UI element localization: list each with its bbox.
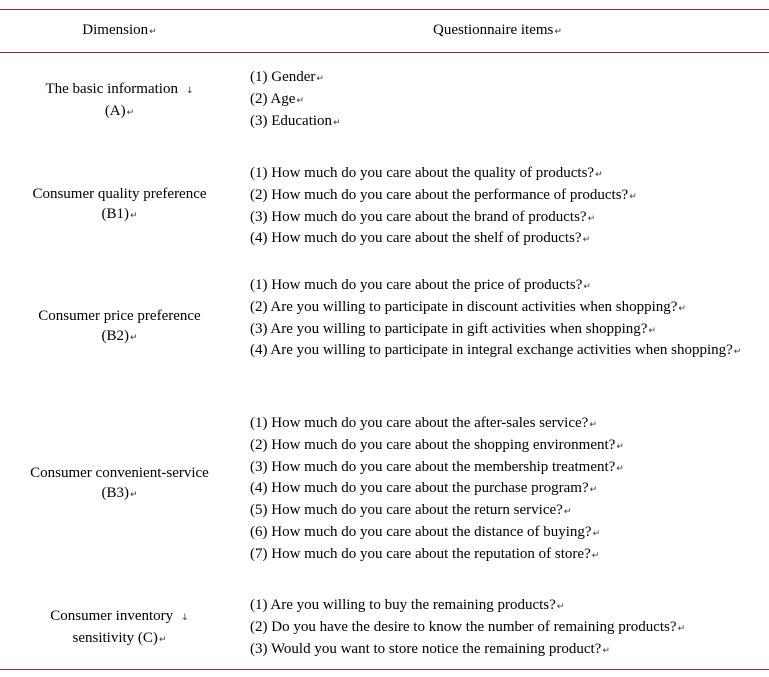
dimension-quality-preference: Consumer quality preference (B1)↵ xyxy=(32,186,207,222)
items-inventory-sensitivity xyxy=(250,596,765,661)
bottom-rule xyxy=(0,669,769,670)
list-item: (3) Would you want to store notice the remaining product?↵ xyxy=(250,640,610,657)
list-item: (3) How much do you care about the membership treatment?↵ xyxy=(250,458,624,475)
list-item: (1) Are you willing to buy the remaining products?↵ xyxy=(250,597,565,613)
list-item: (2) Are you willing to participate in discount activities when shopping?↵ xyxy=(250,298,686,315)
list-item: (7) How much do you care about the reputation of store?↵ xyxy=(250,545,600,562)
list-item: (5) How much do you care about the return service?↵ xyxy=(250,502,572,519)
top-rule xyxy=(0,9,769,10)
list-item: (3) Education↵ xyxy=(250,112,341,129)
list-item: (4) How much do you care about the shelf of products?↵ xyxy=(250,230,591,247)
dimension-basic-information: The basic information ↓ (A)↵ xyxy=(45,81,194,119)
list-item: (2) How much do you care about the shopping environment?↵ xyxy=(250,436,624,453)
dimension-inventory-sensitivity: Consumer inventory ↓ sensitivity (C)↵ xyxy=(50,608,189,646)
dimension-convenient-service: Consumer convenient-service (B3)↵ xyxy=(30,465,209,501)
list-item: (4) Are you willing to participate in integral exchange activities when shopping?↵ xyxy=(250,342,742,359)
dimension-price-preference: Consumer price preference (B2)↵ xyxy=(38,308,201,344)
list-item: (1) How much do you care about the after-sales service?↵ xyxy=(250,415,597,431)
header-dimension: Dimension↵ xyxy=(82,22,157,38)
list-item: (1) How much do you care about the quality of products?↵ xyxy=(250,165,603,181)
list-item: (6) How much do you care about the distance of buying?↵ xyxy=(250,523,601,540)
items-convenient-service xyxy=(250,414,765,567)
header-rule xyxy=(0,52,769,53)
list-item: (1) Gender↵ xyxy=(250,69,324,85)
list-item: (2) How much do you care about the performance of products?↵ xyxy=(250,186,637,203)
list-item: (3) How much do you care about the brand of products?↵ xyxy=(250,208,596,225)
header-questionnaire-items: Questionnaire items↵ xyxy=(433,22,562,38)
items-price-preference xyxy=(250,276,765,363)
items-quality-preference xyxy=(250,164,765,251)
items-basic-information xyxy=(250,68,765,133)
list-item: (4) How much do you care about the purchase program?↵ xyxy=(250,480,598,497)
list-item: (1) How much do you care about the price of products?↵ xyxy=(250,277,591,293)
list-item: (2) Do you have the desire to know the number of remaining products?↵ xyxy=(250,618,686,635)
list-item: (3) Are you willing to participate in gift activities when shopping?↵ xyxy=(250,320,656,337)
list-item: (2) Age↵ xyxy=(250,90,304,107)
